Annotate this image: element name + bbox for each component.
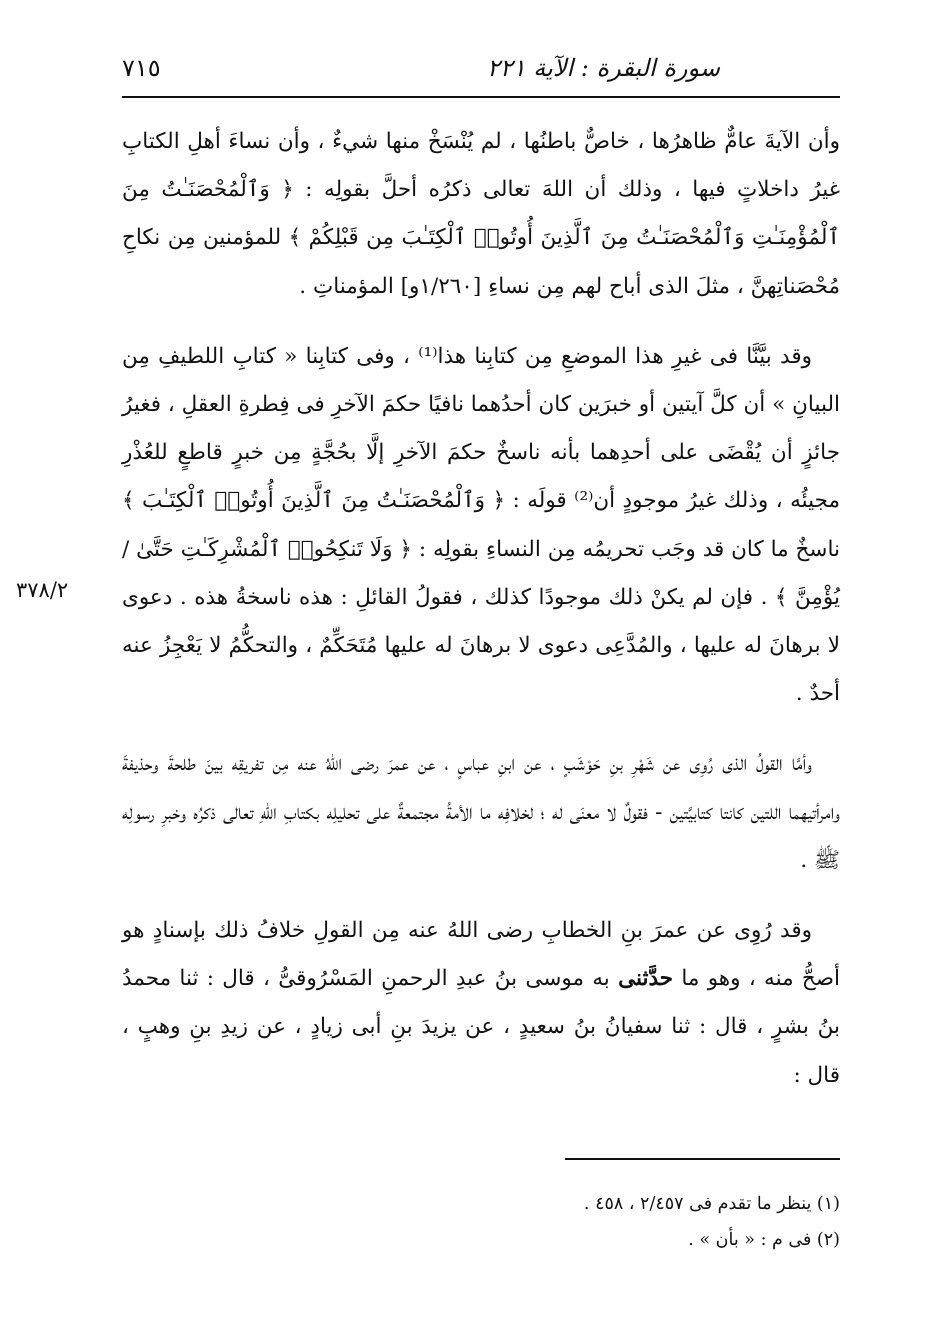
hadith-keyword: حدَّثنى xyxy=(618,966,674,992)
margin-reference: ٣٧٨/٢ xyxy=(16,578,69,602)
paragraph-text: به موسى بنُ عبدِ الرحمنِ المَسْرُوقىُّ ، قال : ثنا محمدُ بنُ بشرٍ ، قال : ثنا سفيانُ بنُ سعيدٍ ، عن يزيدَ بنِ أبى زيادٍ ، عن زيدِ بنِ وهبٍ ، قال : xyxy=(122,966,840,1088)
running-title: سورة البقرة : الآية ٢٢١ xyxy=(486,54,720,82)
footnotes xyxy=(122,1186,840,1258)
header-rule xyxy=(122,96,840,98)
footnote: (١) ينظر ما تقدم فى ٢/٤٥٧ ، ٤٥٨ . xyxy=(583,1194,840,1214)
footnote-rule xyxy=(565,1158,840,1160)
page-header xyxy=(122,48,840,94)
paragraph-text: وقد رُوِى عن عمرَ بنِ الخطابِ رضى اللهُ عنه مِن القولِ خلافُ ذلك بإسنادٍ هو أصحُّ منه ، وهو ما xyxy=(122,918,840,992)
paragraph: وأمَّا القولُ الذى رُوِى عن شَهْرِ بنِ حَوْشَبٍ ، عن ابنِ عباسٍ ، عن عمرَ رضى اللهُ عنه مِن تفريقِه بينَ طلحةَ وحذيفةَ وامرأتيهما اللتين كانتا كتابيَّتين - فقولٌ لا معنَى له ؛ لخلافِه ما الأمةُ مجتمعةٌ على تحليلِه بكتابِ اللهِ تعالى ذكرُه وخبرِ رسولِه ﷺ . xyxy=(122,751,840,873)
paragraph xyxy=(122,907,840,1100)
footnote: (٢) فى م : « بأن » . xyxy=(688,1230,840,1250)
paragraph: وأن الآيةَ عامٌّ ظاهرُها ، خاصٌّ باطنُها ، لم يُنْسَخْ منها شيءٌ ، وأن نساءَ أهلِ الكتابِ غيرُ داخلاتٍ فيها ، وذلك أن اللهَ تعالى ذكرُه أحلَّ بقولِه : ﴿ وَٱلْمُحْصَنَـٰتُ مِنَ ٱلْمُؤْمِنَـٰتِ وَٱلْمُحْصَنَـٰتُ مِنَ ٱلَّذِينَ أُوتُوا۟ ٱلْكِتَـٰبَ مِن قَبْلِكُمْ ﴾ للمؤمنين مِن نكاحِ مُحْصَناتِهنَّ ، مثلَ الذى أباح لهم مِن نساءِ [١/٢٦٠و] المؤمناتِ . xyxy=(122,129,840,299)
body-text xyxy=(122,118,840,1100)
paragraph: وقد بيَّنَّا فى غيرِ هذا الموضعِ مِن كتابِنا هذا⁽¹⁾ ، وفى كتابِنا « كتابِ اللطيفِ مِن البيانِ » أن كلَّ آيتين أو خبرَين كان أحدُهما نافيًا حكمَ الآخرِ فى فِطرةِ العقلِ ، فغيرُ جائزٍ أن يُقْضَى على أحدِهما بأنه ناسخٌ حكمَ الآخرِ إلَّا بحُجَّةٍ مِن خبرٍ قاطعٍ للعُذْرِ مجيئُه ، وذلك غيرُ موجودٍ أن⁽²⁾ قولَه : ﴿ وَٱلْمُحْصَنَـٰتُ مِنَ ٱلَّذِينَ أُوتُوا۟ ٱلْكِتَـٰبَ ﴾ ناسخٌ ما كان قد وجَب تحريمُه مِن النساءِ بقولِه : ﴿ وَلَا تَنكِحُوا۟ ٱلْمُشْرِكَـٰتِ حَتَّىٰ / يُؤْمِنَّ ﴾ . فإن لم يكنْ ذلك موجودًا كذلك ، فقولُ القائلِ : هذه ناسخةُ هذه . دعوى لا برهانَ له عليها ، والمُدَّعِى دعوى لا برهانَ له عليها مُتَحَكِّمٌ ، والتحكُّمُ لا يَعْجِزُ عنه أحدٌ . xyxy=(122,343,840,707)
page-number: ٧١٥ xyxy=(122,54,161,82)
